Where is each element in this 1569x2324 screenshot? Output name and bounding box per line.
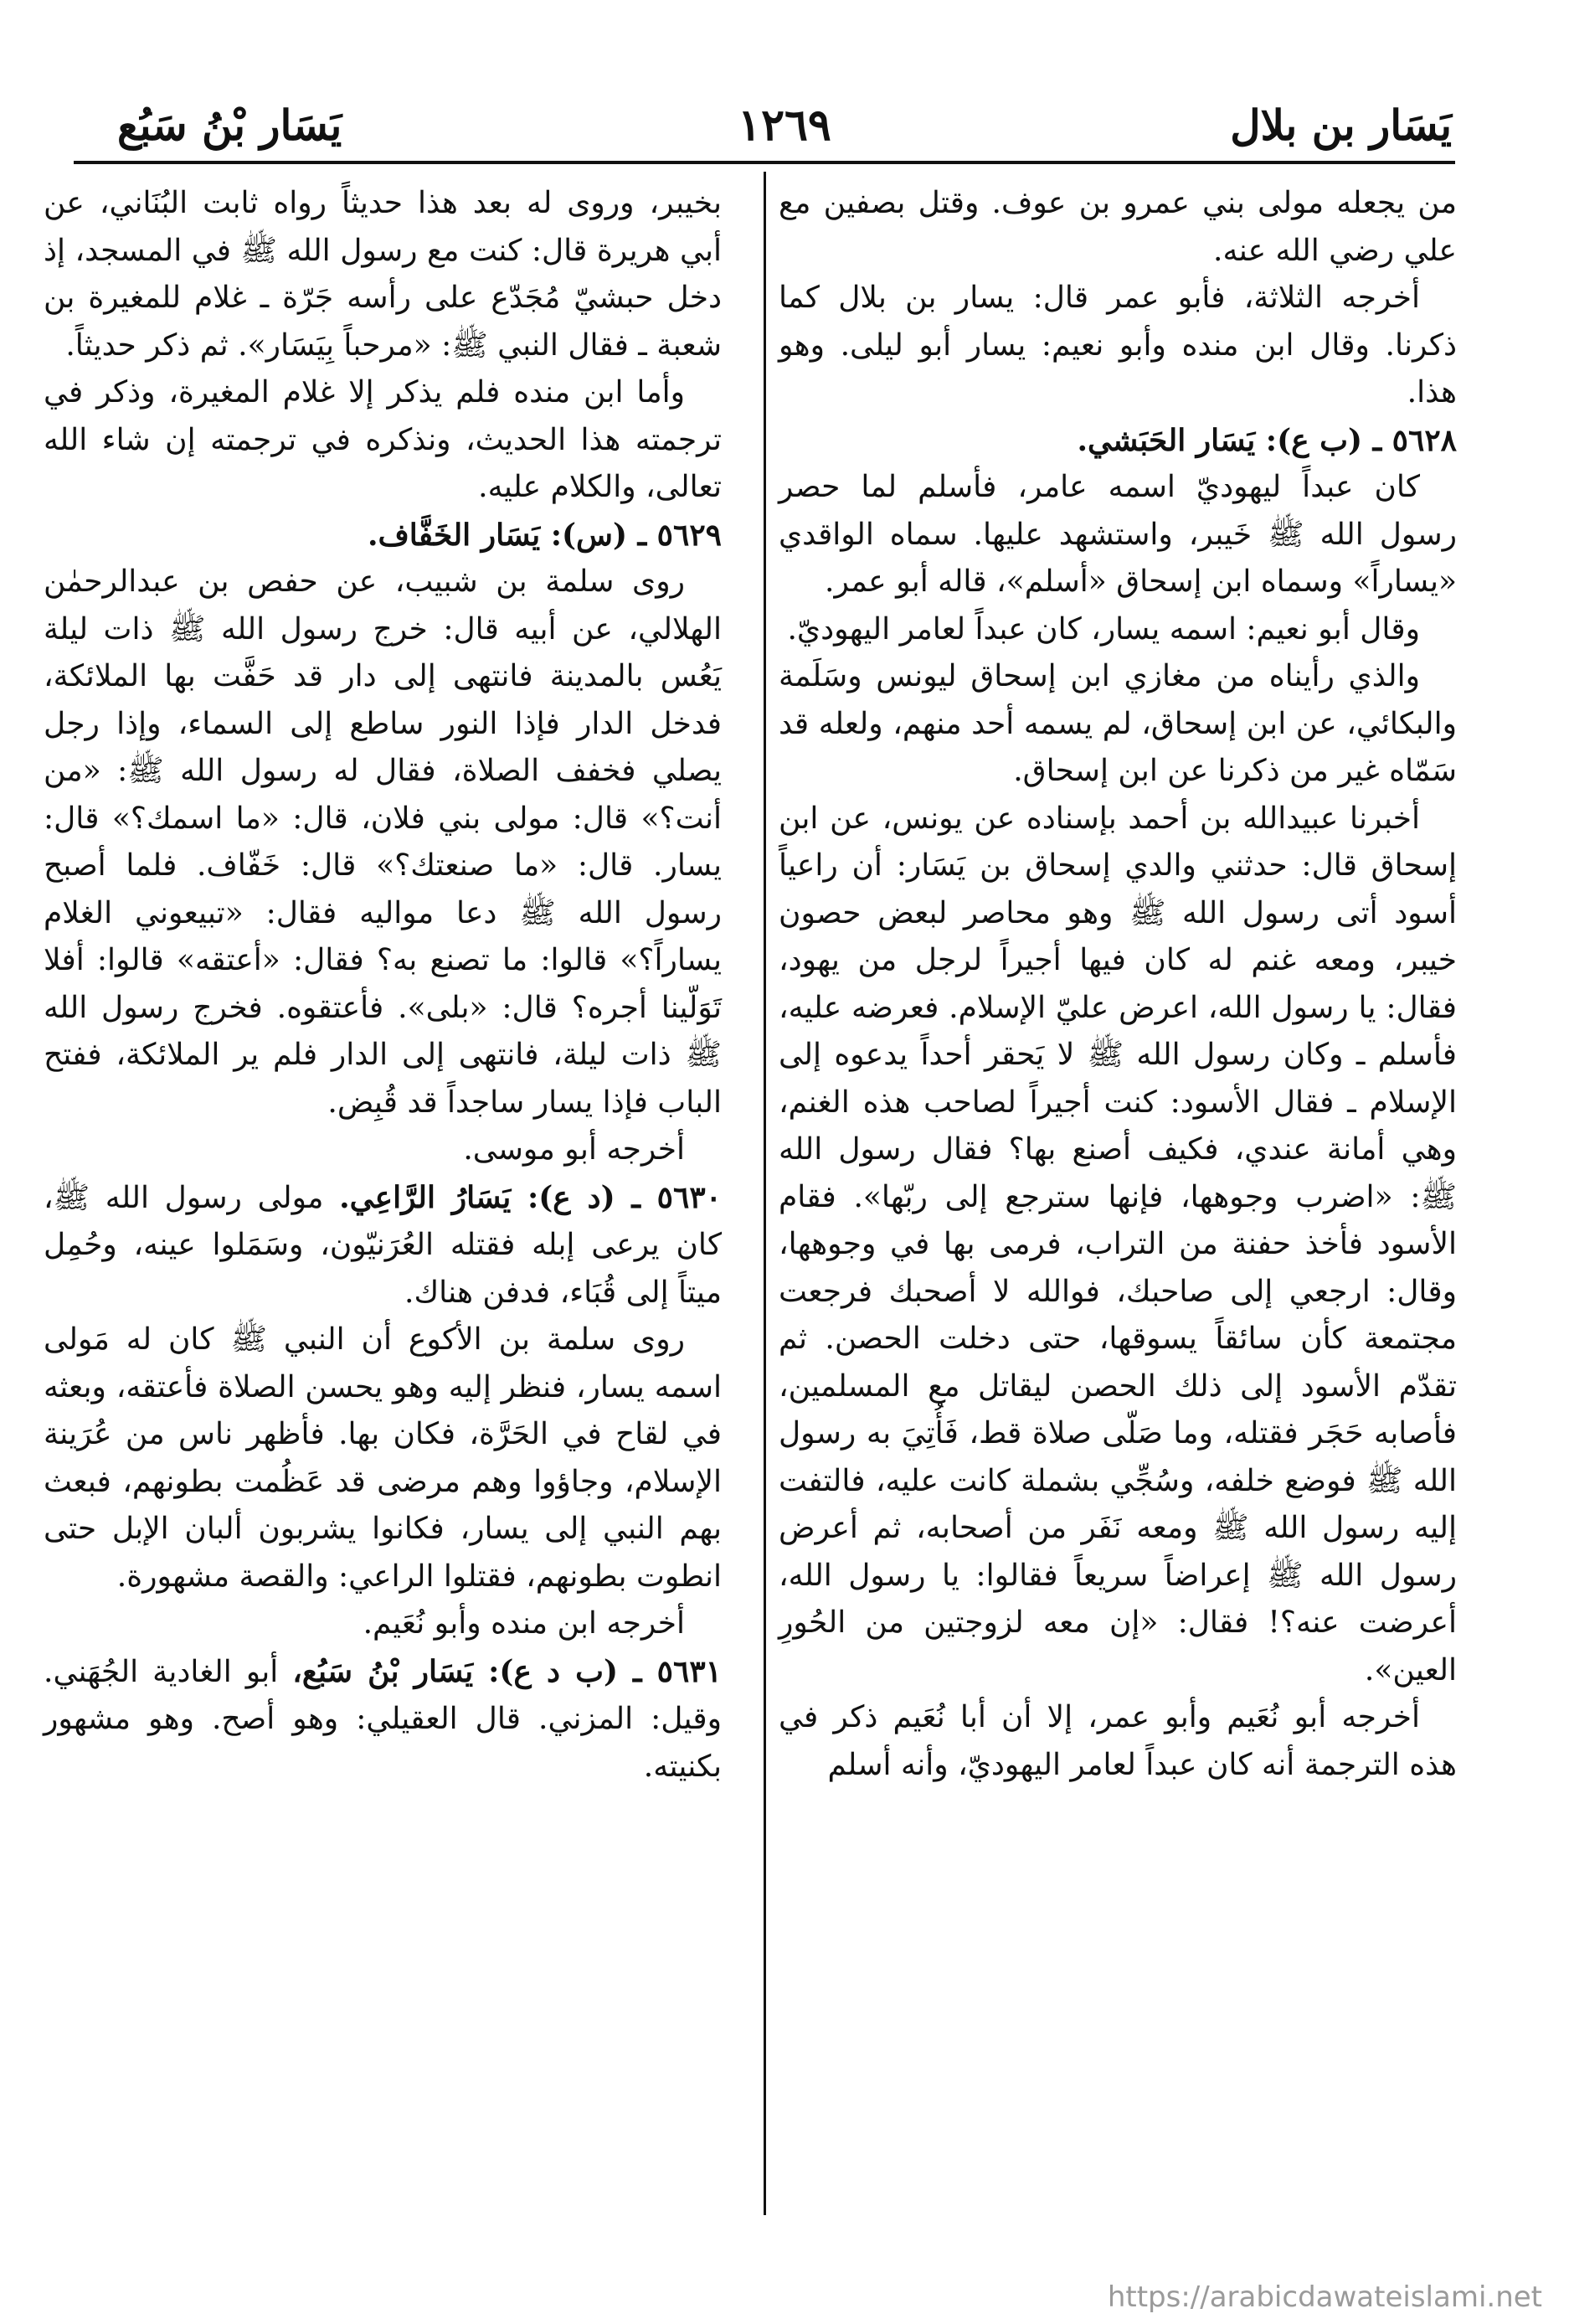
right-column-paragraph: أخبرنا عبيدالله بن أحمد بإسناده عن يونس، عن ابن إسحاق قال: حدثني والدي إسحاق بن يَسَار: أن راعياً أسود أتى رسول الله ﷺ وهو محاصر لبعض حصون خيبر، ومعه غنم له كان فيها أجيراً لرجل من يهود، فقال: يا رسول الله، اعرض عليّ الإسلام. فعرضه عليه، فأسلم ـ وكان رسول الله ﷺ لا يَحقر أحداً يدعوه إلى الإسلام ـ فقال الأسود: كنت أجيراً لصاحب هذه الغنم، وهي أمانة عندي، فكيف أصنع بها؟ فقال رسول الله ﷺ: «اضرب وجوهها، فإنها سترجع إلى ربّها». فقام الأسود فأخذ حفنة من التراب، فرمى بها في وجوهها، وقال: ارجعي إلى صاحبك، فوالله لا أصحبك فرجعت مجتمعة كأن سائقاً يسوقها، حتى دخلت الحصن. ثم تقدّم الأسود إلى ذلك الحصن ليقاتل مع المسلمين، فأصابه حَجَر فقتله، وما صَلّى صلاة قط، فَأُتِيَ به رسول الله ﷺ فوضع خلفه، وسُجِّي بشملة كانت عليه، فالتفت إليه رسول الله ﷺ ومعه نَفَر من أصحابه، ثم أعرض رسول الله ﷺ إعراضاً سريعاً فقالوا: يا رسول الله، أعرضت عنه؟! فقال: «إن معه لزوجتين من الحُورِ العين». — [779, 801, 1457, 1688]
right-column-paragraph: أخرجه الثلاثة، فأبو عمر قال: يسار بن بلال كما ذكرنا. وقال ابن منده وأبو نعيم: يسار أبو ليلى. وهو هذا. — [779, 281, 1457, 410]
left-column-entry-heading: ٥٦٢٩ ـ (س): يَسَار الخَفَّاف. — [367, 517, 722, 553]
right-column-paragraph: أخرجه أبو نُعَيم وأبو عمر، إلا أن أبا نُعَيم ذكر في هذه الترجمة أنه كان عبداً لعامر اليهوديّ، وأنه أسلم — [779, 1700, 1457, 1782]
header-divider — [74, 161, 1455, 164]
left-column — [44, 180, 722, 1791]
left-column-paragraph: روى سلمة بن الأكوع أن النبي ﷺ كان له مَولى اسمه يسار، فنظر إليه وهو يحسن الصلاة فأعتقه، وبعثه في لقاح في الحَرَّة، فكان بها. فأظهر ناس من عُرَينة الإسلام، وجاؤوا وهم مرضى قد عَظُمت بطونهم، فبعث بهم النبي إلى يسار، فكانوا يشربون ألبان الإبل حتى انطوت بطونهم، فقتلوا الراعي: والقصة مشهورة. — [44, 1322, 722, 1594]
left-column-paragraph: أخرجه أبو موسى. — [463, 1132, 685, 1167]
right-column-paragraph: كان عبداً ليهوديّ اسمه عامر، فأسلم لما حصر رسول الله ﷺ خَيبر، واستشهد عليها. سماه الواقدي «يساراً» وسماه ابن إسحاق «أسلم»، قاله أبو عمر. — [779, 470, 1457, 599]
running-header-left: يَسَار بْنُ سَبُع — [117, 100, 342, 150]
page-number: ١٢٦٩ — [738, 100, 831, 151]
watermark-url: https://arabicdawateislami.net — [1107, 2280, 1542, 2314]
right-column-paragraph: وقال أبو نعيم: اسمه يسار، كان عبداً لعامر اليهوديّ. — [787, 611, 1420, 647]
left-column-paragraph: روى سلمة بن شبيب، عن حفص بن عبدالرحمٰن الهلالي، عن أبيه قال: خرج رسول الله ﷺ ذات ليلة يَعُس بالمدينة فانتهى إلى دار قد حَفَّت بها الملائكة، فدخل الدار فإذا النور ساطع إلى السماء، وإذا رجل يصلي فخفف الصلاة، فقال له رسول الله ﷺ: «من أنت؟» قال: مولى بني فلان، قال: «ما اسمك؟» قال: يسار. قال: «ما صنعتك؟» قال: خَفّاف. فلما أصبح رسول الله ﷺ دعا مواليه فقال: «تبيعوني الغلام يساراً؟» قالوا: ما تصنع به؟ فقال: «أعتقه» قالوا: أفلا تَوَلّينا أجره؟ قال: «بلى». فأعتقوه. فخرج رسول الله ﷺ ذات ليلة، فانتهى إلى الدار فلم ير الملائكة، ففتح الباب فإذا يسار ساجداً قد قُبِض. — [44, 564, 722, 1120]
left-column-paragraph: بخيبر، وروى له بعد هذا حديثاً رواه ثابت البُنَاني، عن أبي هريرة قال: كنت مع رسول الله ﷺ في المسجد، إذ دخل حبشيّ مُجَدّع على رأسه جَرّة ـ غلام للمغيرة بن شعبة ـ فقال النبي ﷺ: «مرحباً بِيَسَار». ثم ذكر حديثاً. — [44, 186, 722, 363]
left-column-entry-heading: ٥٦٣١ ـ (ب د ع): يَسَار بْنُ سَبُع، أبو الغادية الجُهَني. وقيل: المزني. قال العقيلي: وهو أصح. وهو مشهور بكنيته. — [44, 1653, 722, 1784]
column-divider — [764, 172, 766, 2215]
left-column-entry-heading: ٥٦٣٠ ـ (د ع): يَسَارُ الرَّاعِي. مولى رسول الله ﷺ، كان يرعى إبله فقتله العُرَنيّون، وسَمَلوا عينه، وحُمِل ميتاً إلى قُبَاء، فدفن هناك. — [44, 1179, 723, 1310]
right-column-paragraph: من يجعله مولى بني عمرو بن عوف. وقتل بصفين مع علي رضي الله عنه. — [779, 186, 1457, 268]
left-column-paragraph: أخرجه ابن منده وأبو نُعَيم. — [363, 1606, 685, 1641]
right-column-entry-heading: ٥٦٢٨ ـ (ب ع): يَسَار الحَبَشي. — [1077, 422, 1457, 458]
running-header-right: يَسَار بن بلال — [1230, 100, 1452, 150]
right-column-paragraph: والذي رأيناه من مغازي ابن إسحاق ليونس وسَلَمة والبكائي، عن ابن إسحاق، لم يسمه أحد منهم، ولعله قد سَمّاه غير من ذكرنا عن ابن إسحاق. — [779, 659, 1457, 788]
right-column — [779, 180, 1457, 1789]
left-column-paragraph: وأما ابن منده فلم يذكر إلا غلام المغيرة، وذكر في ترجمته هذا الحديث، ونذكره في ترجمته إن شاء الله تعالى، والكلام عليه. — [44, 375, 722, 504]
